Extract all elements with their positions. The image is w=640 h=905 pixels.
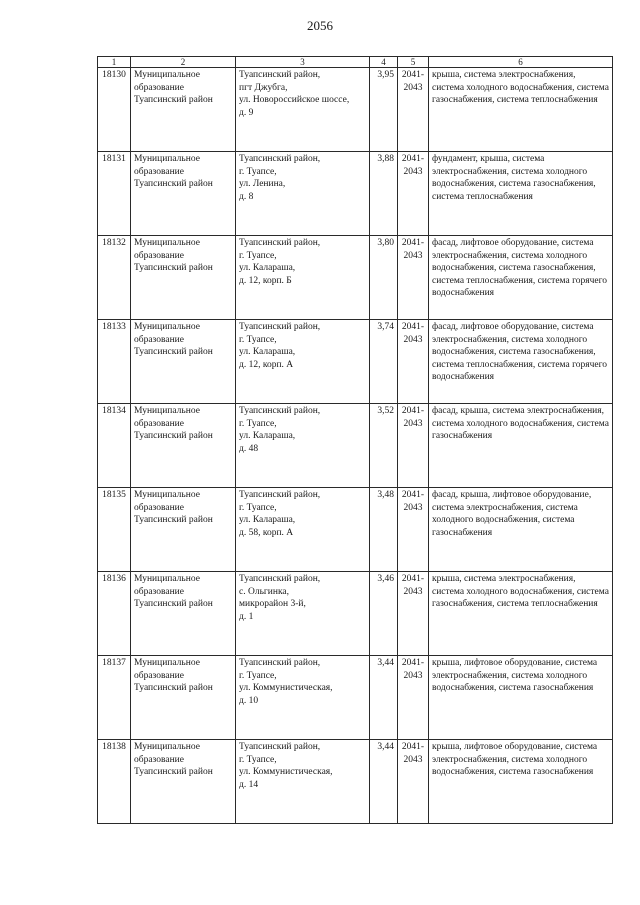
header-col-6: 6 bbox=[429, 57, 613, 68]
area-value: 3,44 bbox=[370, 740, 398, 824]
address-cell bbox=[236, 740, 370, 824]
record-number: 18134 bbox=[98, 404, 131, 488]
area-value: 3,74 bbox=[370, 320, 398, 404]
municipality-line: образование bbox=[134, 670, 184, 681]
address-line: ул. Ленина, bbox=[239, 179, 286, 189]
address-line: Туапсинский район, bbox=[239, 574, 321, 584]
address-line: г. Туапсе, bbox=[239, 670, 277, 681]
record-number: 18137 bbox=[98, 656, 131, 740]
period-line: 2043 bbox=[403, 334, 423, 345]
address-cell bbox=[236, 236, 370, 320]
period-cell bbox=[398, 320, 429, 404]
address-line: г. Туапсе, bbox=[239, 754, 277, 765]
address-line: ул. Новороссийское шоссе, bbox=[239, 95, 350, 105]
municipality-line: образование bbox=[134, 250, 184, 261]
address-line: ул. Коммунистическая, bbox=[239, 767, 333, 777]
address-line: Туапсинский район, bbox=[239, 238, 321, 248]
table-row bbox=[98, 572, 613, 656]
table-row bbox=[98, 740, 613, 824]
address-cell bbox=[236, 320, 370, 404]
municipality-cell bbox=[131, 572, 236, 656]
works-list: фасад, крыша, лифтовое оборудование, система электроснабжения, система холодного водоснабжения, система газоснабжения bbox=[429, 488, 613, 572]
works-list: крыша, лифтовое оборудование, система электроснабжения, система холодного водоснабжения, система газоснабжения bbox=[429, 656, 613, 740]
header-col-5: 5 bbox=[398, 57, 429, 68]
municipality-line: Туапсинский район bbox=[134, 683, 213, 693]
municipality-line: Муниципальное bbox=[134, 742, 200, 752]
municipality-line: Муниципальное bbox=[134, 658, 200, 668]
municipality-cell bbox=[131, 656, 236, 740]
municipality-line: Туапсинский район bbox=[134, 263, 213, 273]
address-line: с. Ольгинка, bbox=[239, 586, 290, 597]
area-value: 3,80 bbox=[370, 236, 398, 320]
municipality-cell bbox=[131, 236, 236, 320]
municipality-cell bbox=[131, 152, 236, 236]
address-line: Туапсинский район, bbox=[239, 154, 321, 164]
address-line: г. Туапсе, bbox=[239, 502, 277, 513]
address-line: ул. Калараша, bbox=[239, 515, 296, 525]
address-line: д. 8 bbox=[239, 191, 254, 202]
period-cell bbox=[398, 740, 429, 824]
municipality-line: образование bbox=[134, 166, 184, 177]
period-line: 2043 bbox=[403, 418, 423, 429]
address-line: д. 1 bbox=[239, 611, 254, 622]
record-number: 18132 bbox=[98, 236, 131, 320]
municipality-line: образование bbox=[134, 754, 184, 765]
period-cell bbox=[398, 236, 429, 320]
period-cell bbox=[398, 656, 429, 740]
table-row bbox=[98, 68, 613, 152]
area-value: 3,44 bbox=[370, 656, 398, 740]
address-cell bbox=[236, 656, 370, 740]
address-line: Туапсинский район, bbox=[239, 742, 321, 752]
period-cell bbox=[398, 404, 429, 488]
area-value: 3,95 bbox=[370, 68, 398, 152]
municipality-line: образование bbox=[134, 334, 184, 345]
table-row bbox=[98, 320, 613, 404]
header-col-2: 2 bbox=[131, 57, 236, 68]
address-line: г. Туапсе, bbox=[239, 250, 277, 261]
municipality-line: образование bbox=[134, 502, 184, 513]
address-line: г. Туапсе, bbox=[239, 166, 277, 177]
address-line: Туапсинский район, bbox=[239, 322, 321, 332]
period-line: 2043 bbox=[403, 250, 423, 261]
address-cell bbox=[236, 152, 370, 236]
municipality-cell bbox=[131, 488, 236, 572]
period-line: 2043 bbox=[403, 502, 423, 513]
record-number: 18133 bbox=[98, 320, 131, 404]
header-col-3: 3 bbox=[236, 57, 370, 68]
address-line: г. Туапсе, bbox=[239, 418, 277, 429]
address-cell bbox=[236, 68, 370, 152]
period-line: 2043 bbox=[403, 166, 423, 177]
period-line: 2041- bbox=[401, 154, 425, 164]
address-cell bbox=[236, 404, 370, 488]
register-table bbox=[97, 56, 613, 824]
period-line: 2043 bbox=[403, 754, 423, 765]
table-body bbox=[98, 68, 613, 824]
municipality-line: Туапсинский район bbox=[134, 347, 213, 357]
works-list: фасад, лифтовое оборудование, система электроснабжения, система холодного водоснабжения, система газоснабжения, система теплоснабжения, система горячего водоснабжения bbox=[429, 320, 613, 404]
municipality-line: Туапсинский район bbox=[134, 599, 213, 609]
municipality-line: образование bbox=[134, 418, 184, 429]
address-line: микрорайон 3-й, bbox=[239, 599, 306, 609]
address-line: д. 12, корп. А bbox=[239, 359, 294, 370]
record-number: 18136 bbox=[98, 572, 131, 656]
municipality-cell bbox=[131, 740, 236, 824]
area-value: 3,52 bbox=[370, 404, 398, 488]
municipality-line: Туапсинский район bbox=[134, 431, 213, 441]
address-line: ул. Калараша, bbox=[239, 347, 296, 357]
municipality-line: Муниципальное bbox=[134, 70, 200, 80]
period-cell bbox=[398, 68, 429, 152]
period-line: 2043 bbox=[403, 670, 423, 681]
address-line: д. 12, корп. Б bbox=[239, 275, 292, 286]
header-col-1: 1 bbox=[98, 57, 131, 68]
municipality-line: Муниципальное bbox=[134, 322, 200, 332]
address-line: г. Туапсе, bbox=[239, 334, 277, 345]
record-number: 18138 bbox=[98, 740, 131, 824]
works-list: крыша, лифтовое оборудование, система электроснабжения, система холодного водоснабжения, система газоснабжения bbox=[429, 740, 613, 824]
municipality-line: Муниципальное bbox=[134, 490, 200, 500]
municipality-cell bbox=[131, 68, 236, 152]
municipality-line: Муниципальное bbox=[134, 574, 200, 584]
municipality-line: Муниципальное bbox=[134, 406, 200, 416]
address-line: ул. Коммунистическая, bbox=[239, 683, 333, 693]
works-list: фасад, крыша, система электроснабжения, система холодного водоснабжения, система газоснабжения bbox=[429, 404, 613, 488]
table-row bbox=[98, 236, 613, 320]
area-value: 3,48 bbox=[370, 488, 398, 572]
table-row bbox=[98, 152, 613, 236]
area-value: 3,88 bbox=[370, 152, 398, 236]
period-cell bbox=[398, 488, 429, 572]
period-cell bbox=[398, 152, 429, 236]
address-line: ул. Калараша, bbox=[239, 431, 296, 441]
municipality-line: Муниципальное bbox=[134, 238, 200, 248]
address-line: Туапсинский район, bbox=[239, 70, 321, 80]
municipality-cell bbox=[131, 320, 236, 404]
period-line: 2041- bbox=[401, 574, 425, 584]
period-line: 2041- bbox=[401, 322, 425, 332]
works-list: крыша, система электроснабжения, система холодного водоснабжения, система газоснабжения, система теплоснабжения bbox=[429, 68, 613, 152]
period-line: 2041- bbox=[401, 238, 425, 248]
address-cell bbox=[236, 572, 370, 656]
period-line: 2041- bbox=[401, 742, 425, 752]
works-list: фундамент, крыша, система электроснабжения, система холодного водоснабжения, система газоснабжения, система теплоснабжения bbox=[429, 152, 613, 236]
address-line: пгт Джубга, bbox=[239, 82, 288, 93]
works-list: фасад, лифтовое оборудование, система электроснабжения, система холодного водоснабжения, система газоснабжения, система теплоснабжения, система горячего водоснабжения bbox=[429, 236, 613, 320]
municipality-line: Туапсинский район bbox=[134, 179, 213, 189]
address-line: д. 58, корп. А bbox=[239, 527, 294, 538]
works-list: крыша, система электроснабжения, система холодного водоснабжения, система газоснабжения, система теплоснабжения bbox=[429, 572, 613, 656]
record-number: 18131 bbox=[98, 152, 131, 236]
page-number: 2056 bbox=[307, 18, 333, 33]
period-line: 2043 bbox=[403, 82, 423, 93]
header-col-4: 4 bbox=[370, 57, 398, 68]
period-line: 2041- bbox=[401, 70, 425, 80]
table-row bbox=[98, 404, 613, 488]
municipality-line: Туапсинский район bbox=[134, 767, 213, 777]
period-line: 2043 bbox=[403, 586, 423, 597]
municipality-line: образование bbox=[134, 82, 184, 93]
table-header-row bbox=[98, 57, 613, 68]
address-line: Туапсинский район, bbox=[239, 490, 321, 500]
record-number: 18130 bbox=[98, 68, 131, 152]
municipality-line: Муниципальное bbox=[134, 154, 200, 164]
address-line: ул. Калараша, bbox=[239, 263, 296, 273]
address-line: д. 48 bbox=[239, 443, 259, 454]
address-line: Туапсинский район, bbox=[239, 406, 321, 416]
period-line: 2041- bbox=[401, 658, 425, 668]
address-line: д. 10 bbox=[239, 695, 259, 706]
table-row bbox=[98, 656, 613, 740]
period-cell bbox=[398, 572, 429, 656]
municipality-line: Туапсинский район bbox=[134, 515, 213, 525]
period-line: 2041- bbox=[401, 490, 425, 500]
address-line: д. 9 bbox=[239, 107, 254, 118]
municipality-cell bbox=[131, 404, 236, 488]
table-row bbox=[98, 488, 613, 572]
address-cell bbox=[236, 488, 370, 572]
municipality-line: образование bbox=[134, 586, 184, 597]
period-line: 2041- bbox=[401, 406, 425, 416]
area-value: 3,46 bbox=[370, 572, 398, 656]
address-line: Туапсинский район, bbox=[239, 658, 321, 668]
record-number: 18135 bbox=[98, 488, 131, 572]
address-line: д. 14 bbox=[239, 779, 259, 790]
municipality-line: Туапсинский район bbox=[134, 95, 213, 105]
